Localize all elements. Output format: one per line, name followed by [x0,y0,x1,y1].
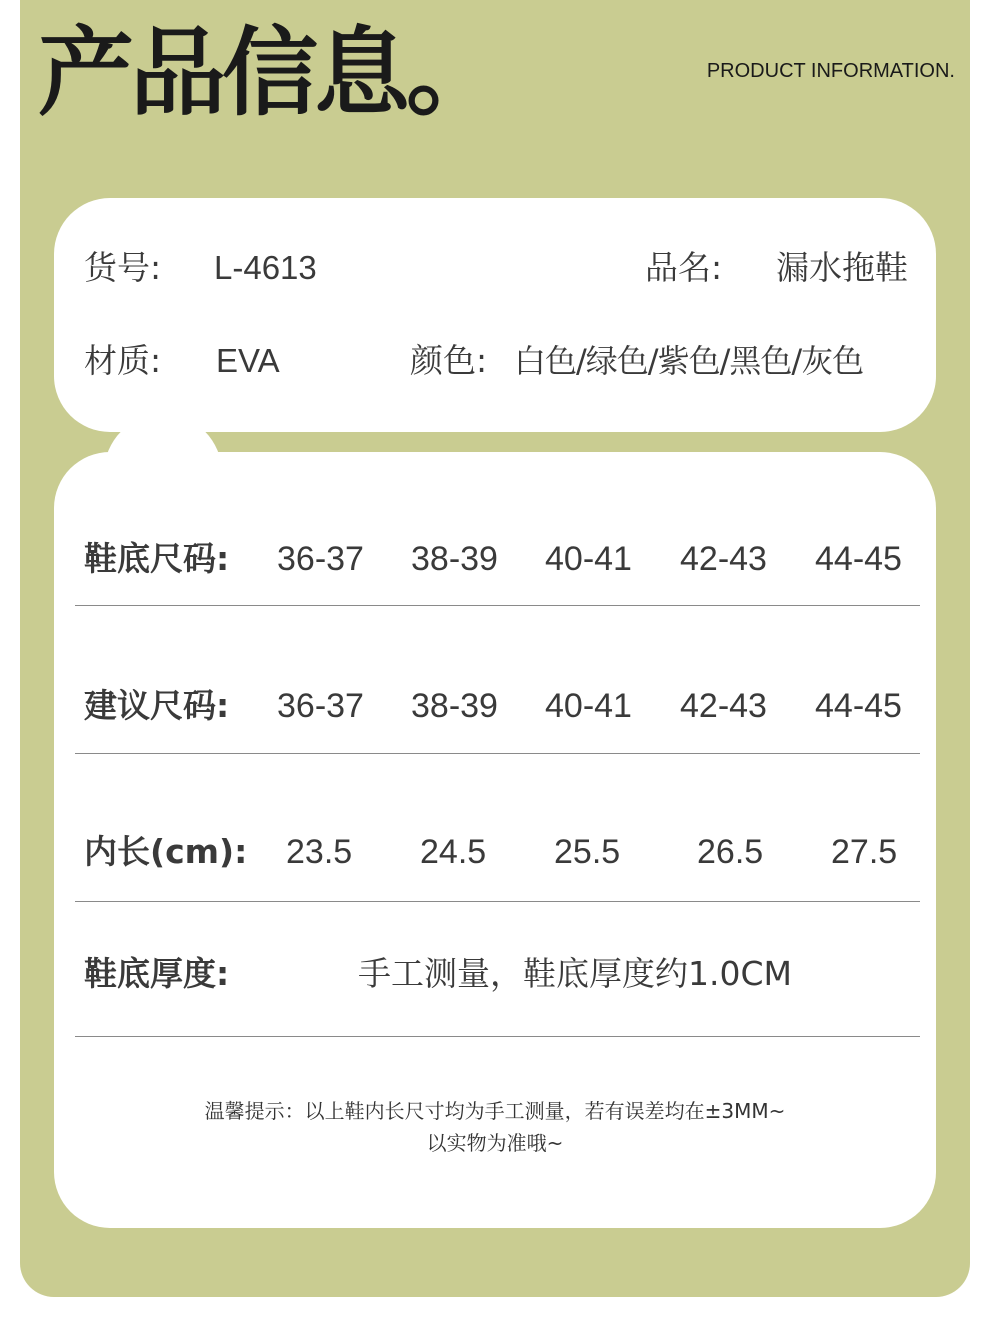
cell-inner-length: 23.5 [286,833,353,871]
row-divider [75,901,920,902]
material-label: 材质: [84,341,162,380]
item-no-label: 货号: [84,248,162,287]
cell-sole-size: 40-41 [545,540,632,578]
cell-sole-size: 36-37 [277,540,364,578]
row-divider [75,605,920,606]
item-no-value: L-4613 [214,249,317,286]
material-value: EVA [216,342,280,379]
row-label-sole-thickness: 鞋底厚度: [84,954,230,993]
info-card [54,198,936,432]
cell-inner-length: 26.5 [697,833,764,871]
color-label: 颜色: [410,341,488,380]
cell-inner-length: 24.5 [420,833,487,871]
cell-suggested-size: 40-41 [545,687,632,725]
cell-sole-size: 42-43 [680,540,767,578]
cell-suggested-size: 36-37 [277,687,364,725]
row-label-sole-size: 鞋底尺码: [84,539,230,578]
cell-sole-size: 38-39 [411,540,498,578]
row-divider [75,1036,920,1037]
product-name-value: 漏水拖鞋 [776,248,908,287]
color-value: 白色/绿色/紫色/黑色/灰色 [514,342,864,380]
tip-note-line1: 温馨提示：以上鞋内长尺寸均为手工测量，若有误差均在±3MM~ [204,1099,786,1123]
row-divider [75,753,920,754]
cell-sole-size: 44-45 [815,540,902,578]
cell-suggested-size: 44-45 [815,687,902,725]
page-subtitle: PRODUCT INFORMATION. [706,60,955,82]
cell-inner-length: 25.5 [554,833,621,871]
row-label-inner-length: 内长(cm): [84,832,248,871]
cell-inner-length: 27.5 [831,833,898,871]
tip-note-line2: 以实物为准哦~ [426,1131,564,1155]
cell-suggested-size: 38-39 [411,687,498,725]
cell-suggested-size: 42-43 [680,687,767,725]
card-decoration [104,414,222,532]
page-title: 产品信息。 [38,17,498,129]
sole-thickness-value: 手工测量，鞋底厚度约1.0CM [358,954,792,993]
row-label-suggested-size: 建议尺码: [84,686,230,725]
product-name-label: 品名: [645,248,723,287]
